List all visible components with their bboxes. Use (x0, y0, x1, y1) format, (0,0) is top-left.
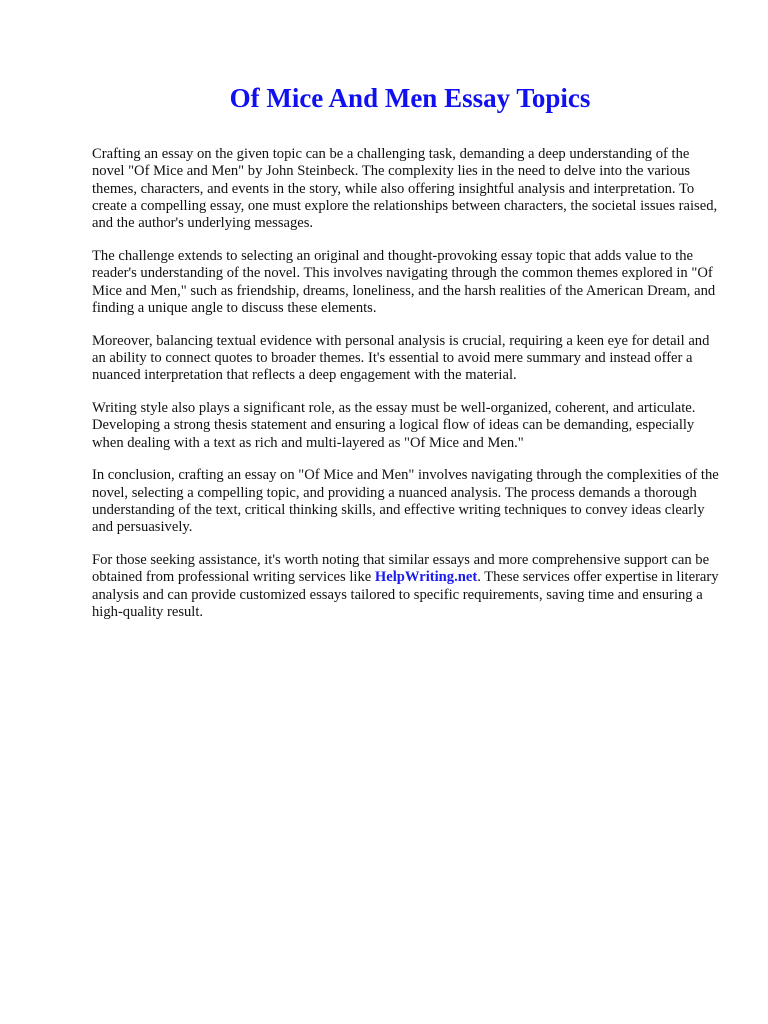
paragraph-5: In conclusion, crafting an essay on "Of Mice and Men" involves navigating through the complexities of the novel, selecting a compelling topic, and providing a nuanced analysis. The process demands a thorough understanding of the text, critical thinking skills, and effective writing techniques to convey ideas clearly and persuasively. (92, 467, 719, 536)
closing-text-before-link: For those seeking assistance, it's worth noting that similar essays and more comprehensive support can be obtained from professional writing services like (92, 552, 710, 586)
closing-text-after-link: . These services offer expertise in literary analysis and can provide customized essays tailored to specific requirements, saving time and ensuring a high-quality result. (92, 569, 719, 621)
document-title: Of Mice And Men Essay Topics (229, 83, 591, 113)
paragraph-3: Moreover, balancing textual evidence with personal analysis is crucial, requiring a keen eye for detail and an ability to connect quotes to broader themes. It's essential to avoid mere summary and instead offer a nuanced interpretation that reflects a deep engagement with the material. (92, 332, 710, 384)
document-body (92, 146, 724, 637)
paragraph-4: Writing style also plays a significant role, as the essay must be well-organized, coherent, and articulate. Developing a strong thesis statement and ensuring a logical flow of ideas can be demanding, especially when dealing with a text as rich and multi-layered as "Of Mice and Men." (92, 400, 696, 451)
paragraph-2: The challenge extends to selecting an original and thought-provoking essay topic that adds value to the reader's understanding of the novel. This involves navigating through the common themes explored in "Of Mice and Men," such as friendship, dreams, loneliness, and the harsh realities of the American Dream, and finding a unique angle to discuss these elements. (92, 247, 716, 316)
paragraph-closing (92, 552, 724, 621)
paragraph-1: Crafting an essay on the given topic can be a challenging task, demanding a deep understanding of the novel "Of Mice and Men" by John Steinbeck. The complexity lies in the need to delve into the various themes, characters, and events in the story, while also offering insightful analysis and interpretation. To create a compelling essay, one must explore the relationships between characters, the societal issues raised, and the author's underlying messages. (92, 146, 718, 232)
helpwriting-link[interactable]: HelpWriting.net (374, 569, 478, 586)
